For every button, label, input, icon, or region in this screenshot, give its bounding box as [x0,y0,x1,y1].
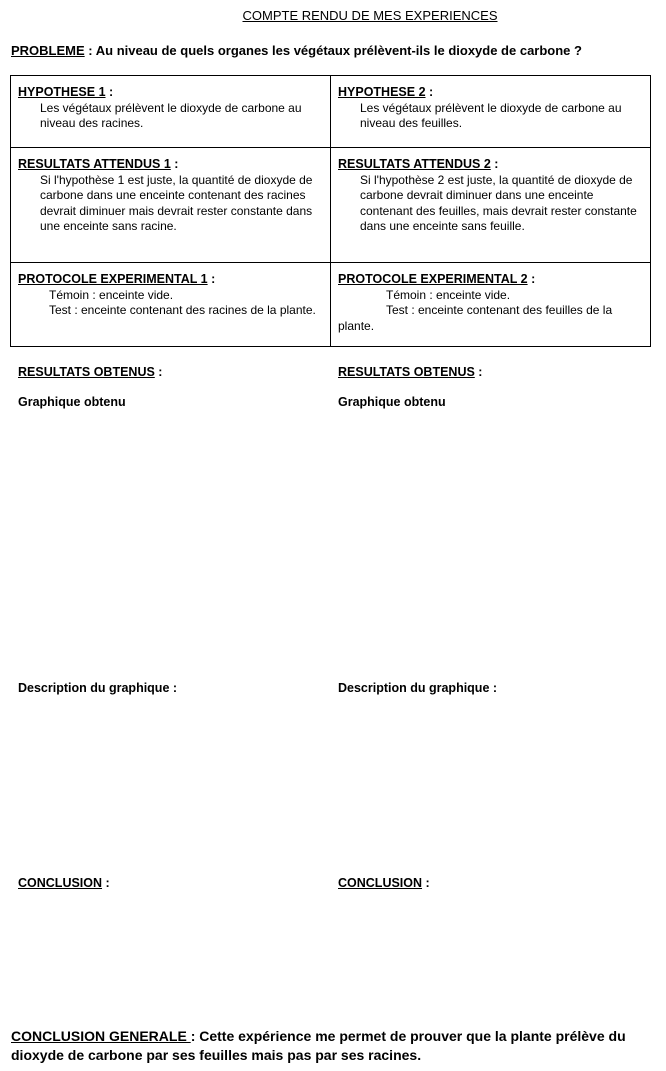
colon: : [527,272,536,286]
hypothesis-2-cell [331,76,651,148]
hypothesis-1-cell [11,76,331,148]
conclusion-2-heading [338,876,430,890]
results-2-heading [338,365,482,379]
hypothesis-2-text: Les végétaux prélèvent le dioxyde de carbone au niveau des feuilles. [360,100,622,130]
colon: : [105,85,114,99]
description-1-label: Description du graphique : [18,681,178,695]
problem-statement [11,43,582,58]
conclusion-1-heading [18,876,110,890]
protocol-2-control: Témoin : enceinte vide. [386,287,511,302]
colon: : [474,365,483,379]
protocol-1-heading [18,272,324,288]
protocol-2-cell [331,263,651,347]
colon: : [170,157,179,171]
hypothesis-1-label: HYPOTHESE 1 [18,85,106,99]
expected-results-1-heading [18,157,324,173]
document-title: COMPTE RENDU DE MES EXPERIENCES [242,8,498,23]
general-conclusion-text: Cette expérience me permet de prouver que la plante prélève du dioxyde de carbone par ses feuilles mais pas par ses racines. [11,1028,626,1063]
colon: : [422,876,430,890]
colon: : [102,876,110,890]
general-conclusion [11,1027,661,1065]
problem-separator: : [84,43,96,58]
graph-2-label: Graphique obtenu [338,395,446,409]
protocol-2-heading [338,272,644,288]
general-conclusion-label: CONCLUSION GENERALE [11,1028,191,1044]
colon: : [154,365,163,379]
hypothesis-1-heading [18,85,324,101]
expected-results-2-cell [331,148,651,263]
results-1-label: RESULTATS OBTENUS [18,365,155,379]
conclusion-1-label: CONCLUSION [18,876,103,890]
expected-results-1-cell [11,148,331,263]
general-conclusion-separator: : [190,1028,200,1044]
expected-results-1-label: RESULTATS ATTENDUS 1 [18,157,171,171]
graph-1-label: Graphique obtenu [18,395,126,409]
expected-results-1-text: Si l'hypothèse 1 est juste, la quantité de dioxyde de carbone dans une enceinte contenant des racines devrait diminuer mais devrait rester constante dans une enceinte sans racine. [40,172,313,233]
colon: : [490,157,499,171]
protocol-1-cell [11,263,331,347]
problem-text: Au niveau de quels organes les végétaux prélèvent-ils le dioxyde de carbone ? [95,43,582,58]
protocol-1-label: PROTOCOLE EXPERIMENTAL 1 [18,272,208,286]
protocol-1-control: Témoin : enceinte vide. [49,287,174,302]
expected-results-2-heading [338,157,644,173]
hypothesis-2-label: HYPOTHESE 2 [338,85,426,99]
description-2-label: Description du graphique : [338,681,498,695]
protocol-2-test: Test : enceinte contenant des feuilles de la plante. [338,303,613,333]
expected-results-2-label: RESULTATS ATTENDUS 2 [338,157,491,171]
expected-results-2-text: Si l'hypothèse 2 est juste, la quantité de dioxyde de carbone devrait diminuer dans une enceinte contenant des feuilles, mais devrait rester constante dans une enceinte sans feuille. [360,172,637,233]
protocol-1-test: Test : enceinte contenant des racines de la plante. [49,303,316,317]
hypothesis-1-text: Les végétaux prélèvent le dioxyde de carbone au niveau des racines. [40,100,302,130]
problem-label: PROBLEME [11,43,85,58]
results-2-label: RESULTATS OBTENUS [338,365,475,379]
protocol-2-label: PROTOCOLE EXPERIMENTAL 2 [338,272,528,286]
results-1-heading [18,365,162,379]
experiment-table [10,75,651,347]
colon: : [207,272,216,286]
conclusion-2-label: CONCLUSION [338,876,423,890]
hypothesis-2-heading [338,85,644,101]
colon: : [425,85,434,99]
